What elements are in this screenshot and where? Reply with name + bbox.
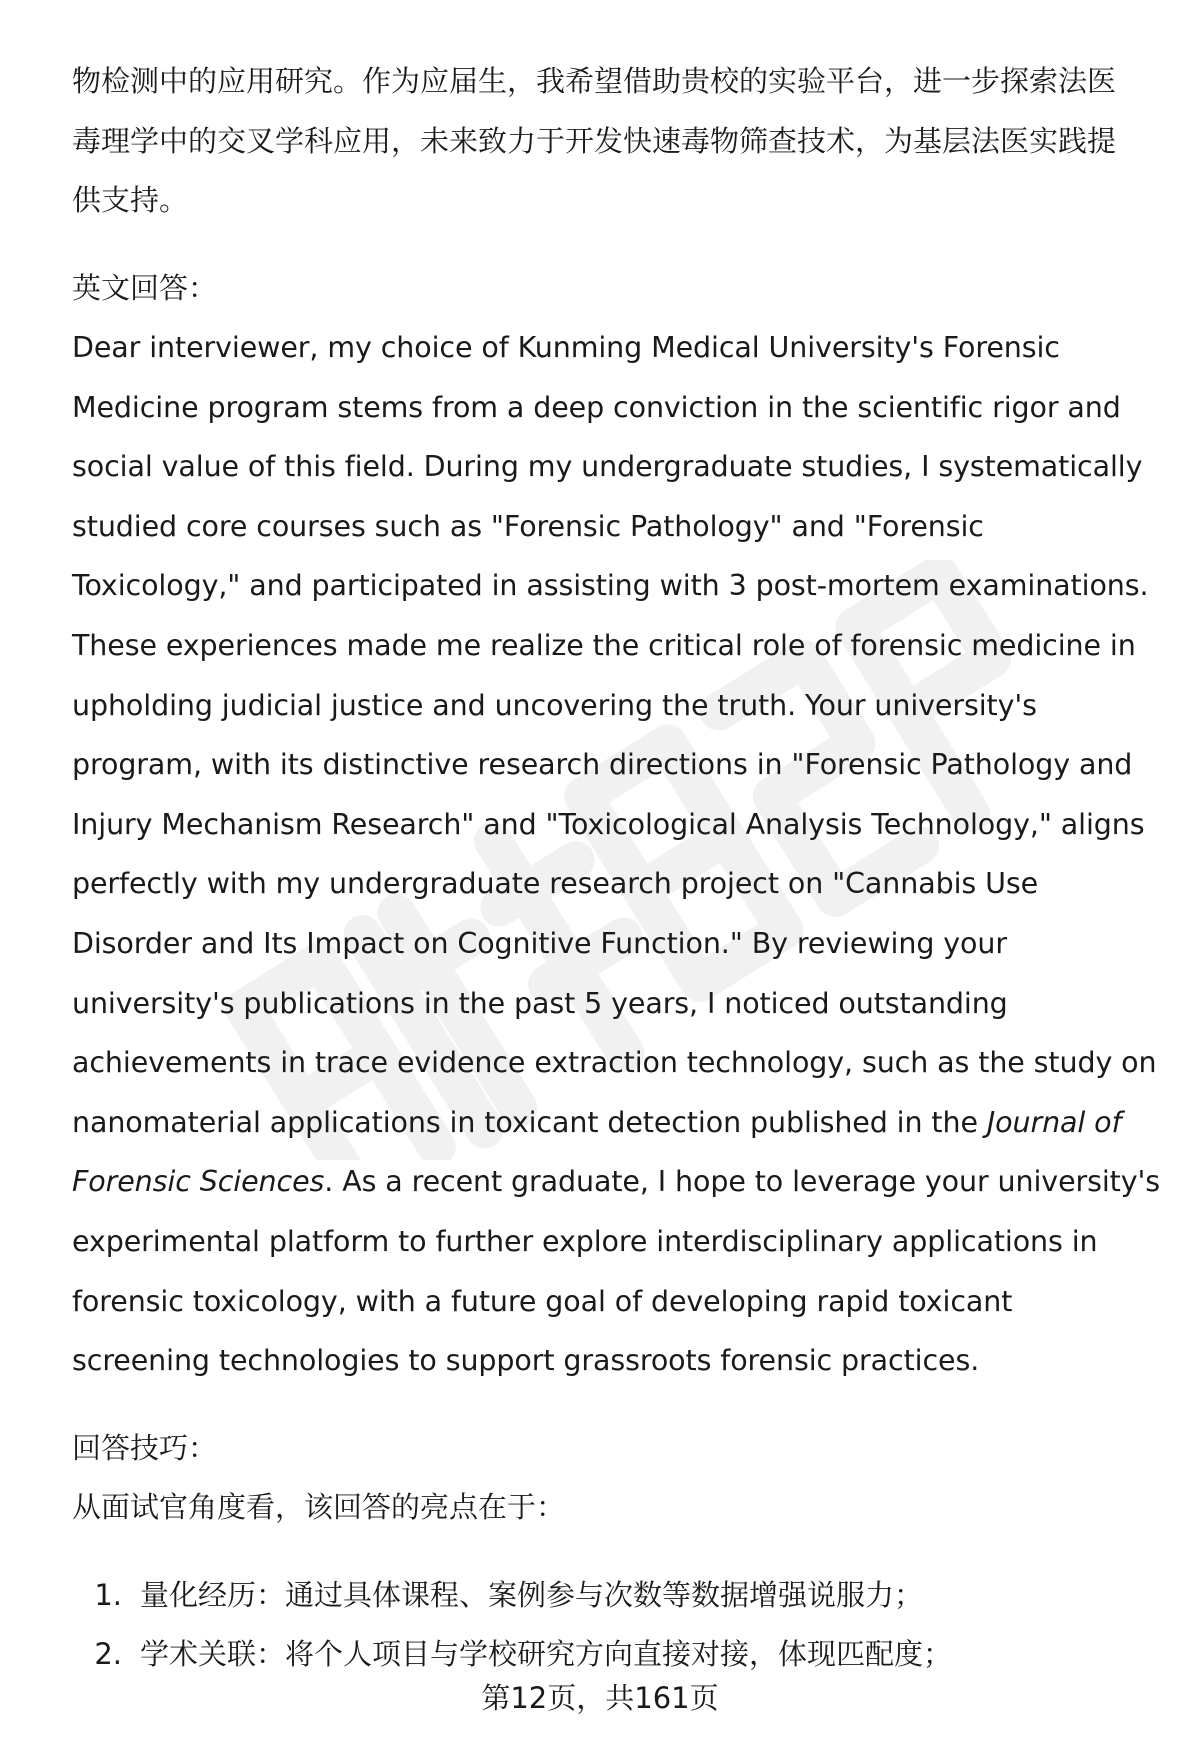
text-line [72, 1093, 1162, 1153]
page-number: 第12页，共161页 [481, 1681, 719, 1715]
text-line: These experiences made me realize the critical role of forensic medicine in [72, 628, 1136, 662]
text-line: 毒理学中的交叉学科应用，未来致力于开发快速毒物筛查技术，为基层法医实践提 [72, 123, 1117, 158]
english-answer [72, 318, 1162, 1391]
text-line: achievements in trace evidence extraction technology, such as the study on [72, 1046, 1157, 1080]
text-line: Medicine program stems from a deep conviction in the scientific rigor and [72, 390, 1121, 424]
text-line: upholding judicial justice and uncovering the truth. Your university's [72, 688, 1037, 722]
text-segment: . As a recent graduate, I hope to leverage your university's [324, 1165, 1161, 1199]
tips-list [72, 1566, 1162, 1685]
journal-title-part: Journal of [986, 1105, 1122, 1139]
text-line [72, 1152, 1162, 1212]
text-line: 物检测中的应用研究。作为应届生，我希望借助贵校的实验平台，进一步探索法医 [72, 64, 1117, 98]
text-line: program, with its distinctive research directions in "Forensic Pathology and [72, 748, 1133, 782]
text-line: studied core courses such as "Forensic Pathology" and "Forensic [72, 509, 984, 543]
text-line: Disorder and Its Impact on Cognitive Function." By reviewing your [72, 926, 1007, 960]
text-line: Toxicology," and participated in assisting with 3 post-mortem examinations. [72, 569, 1149, 603]
tips-label: 回答技巧： [72, 1430, 218, 1465]
text-line: perfectly with my undergraduate research project on "Cannabis Use [72, 867, 1039, 901]
text-line: forensic toxicology, with a future goal of developing rapid toxicant [72, 1284, 1013, 1318]
text-line: screening technologies to support grassroots forensic practices. [72, 1344, 980, 1378]
list-text: 学术关联：将个人项目与学校研究方向直接对接，体现匹配度； [140, 1637, 953, 1672]
journal-title-part: Forensic Sciences [72, 1165, 325, 1199]
text-line: social value of this field. During my undergraduate studies, I systematically [72, 450, 1143, 484]
text-line: experimental platform to further explore interdisciplinary applications in [72, 1224, 1098, 1258]
text-line: Injury Mechanism Research" and "Toxicological Analysis Technology," aligns [72, 807, 1145, 841]
text-segment: nanomaterial applications in toxicant detection published in the [72, 1105, 987, 1139]
text-line: Dear interviewer, my choice of Kunming Medical University's Forensic [72, 331, 1060, 364]
text-line: 供支持。 [72, 183, 189, 217]
english-answer-label: 英文回答： [72, 270, 218, 305]
list-number: 1. [94, 1577, 122, 1612]
text-line: university's publications in the past 5 years, I noticed outstanding [72, 986, 1008, 1020]
tips-intro: 从面试官角度看，该回答的亮点在于： [72, 1490, 566, 1525]
document-body [72, 52, 1162, 1685]
list-item [72, 1566, 1162, 1626]
list-text: 量化经历：通过具体课程、案例参与次数等数据增强说服力； [140, 1577, 924, 1612]
list-item [72, 1625, 1162, 1685]
list-number: 2. [94, 1637, 122, 1672]
chinese-answer-continuation [72, 52, 1162, 231]
